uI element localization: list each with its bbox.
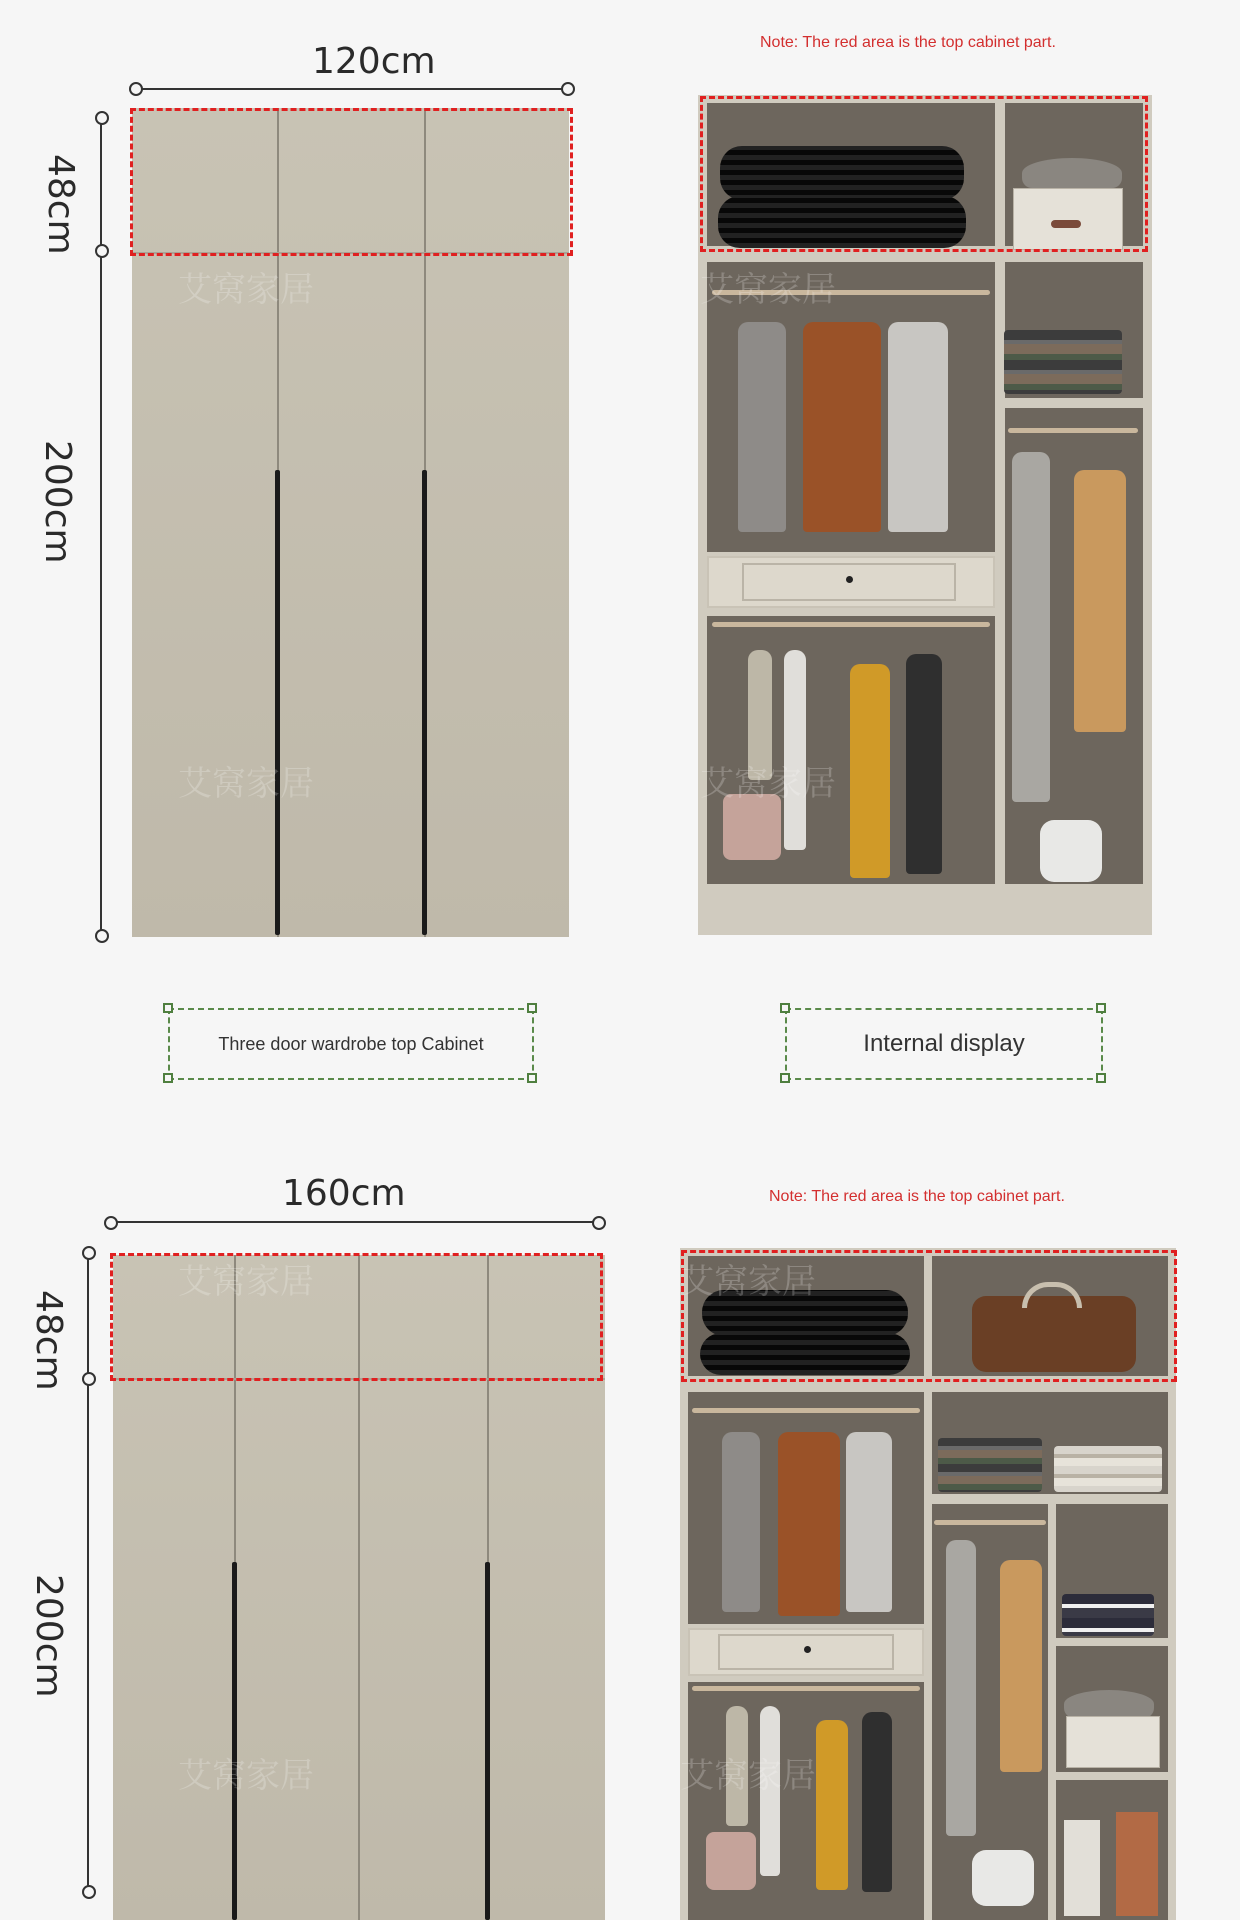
watermark: 艾窝家居 — [700, 764, 836, 804]
folded-clothes — [1004, 330, 1122, 394]
hat — [1064, 1690, 1154, 1718]
door-handle — [232, 1562, 237, 1920]
dimension-endpoint — [82, 1372, 96, 1386]
dimension-endpoint — [561, 82, 575, 96]
folded-clothes — [938, 1438, 1042, 1492]
hanging-jumpsuit — [946, 1540, 976, 1836]
door-handle — [275, 470, 280, 935]
hanging-dress — [1074, 470, 1126, 732]
hanging-rod — [934, 1520, 1046, 1525]
width-dimension-line-1 — [135, 88, 567, 90]
width-dimension-line-2 — [110, 1221, 598, 1223]
dimension-endpoint — [95, 244, 109, 258]
storage-box — [1066, 1716, 1160, 1768]
height-dimension-line-1 — [100, 117, 102, 935]
top-cabinet-note: Note: The red area is the top cabinet part. — [769, 1188, 1065, 1205]
drawer-lock-icon — [804, 1646, 811, 1653]
watermark: 艾窝家居 — [700, 270, 836, 310]
dimension-endpoint — [592, 1216, 606, 1230]
hanging-rod — [1008, 428, 1138, 433]
dimension-endpoint — [82, 1246, 96, 1260]
caption-text: Internal display — [863, 1030, 1025, 1057]
caption-corner-handle — [527, 1073, 537, 1083]
caption-text: Three door wardrobe top Cabinet — [218, 1033, 484, 1054]
watermark: 艾窝家居 — [178, 1262, 314, 1302]
caption-corner-handle — [780, 1003, 790, 1013]
hanging-coat-white — [846, 1432, 892, 1612]
caption-internal-display — [785, 1008, 1103, 1080]
door-handle — [485, 1562, 490, 1920]
caption-corner-handle — [527, 1003, 537, 1013]
watermark: 艾窝家居 — [178, 270, 314, 310]
watermark: 艾窝家居 — [680, 1756, 816, 1796]
width-label: 120cm — [312, 41, 436, 82]
dimension-endpoint — [129, 82, 143, 96]
hanging-rod — [712, 622, 990, 627]
hanging-rod — [692, 1408, 920, 1413]
watermark: 艾窝家居 — [680, 1262, 816, 1302]
hanging-dress — [1000, 1560, 1042, 1772]
hanging-coat-brown — [778, 1432, 840, 1616]
top-cabinet-note: Note: The red area is the top cabinet part. — [760, 34, 1056, 51]
sneakers — [972, 1850, 1034, 1906]
width-label: 160cm — [282, 1173, 406, 1214]
dimension-endpoint — [95, 929, 109, 943]
hanging-coat-brown — [803, 322, 881, 532]
dimension-endpoint — [104, 1216, 118, 1230]
shopping-bag — [1116, 1812, 1158, 1916]
folded-clothes — [1062, 1594, 1154, 1636]
sneakers — [1040, 820, 1102, 882]
door-handle — [422, 470, 427, 935]
folded-clothes — [1054, 1446, 1162, 1492]
top-height-label: 48cm — [40, 154, 81, 255]
hanging-cardigan-yellow — [850, 664, 890, 878]
hanging-cardigan-yellow — [816, 1720, 848, 1890]
hanging-coat-white — [888, 322, 948, 532]
caption-three-door-top-cabinet — [168, 1008, 534, 1080]
hanging-rod — [692, 1686, 920, 1691]
top-cabinet-highlight — [130, 108, 573, 256]
watermark: 艾窝家居 — [178, 1756, 314, 1796]
dimension-endpoint — [82, 1885, 96, 1899]
watermark: 艾窝家居 — [178, 764, 314, 804]
body-height-label: 200cm — [28, 1574, 69, 1698]
dimension-endpoint — [95, 111, 109, 125]
handbag — [706, 1832, 756, 1890]
hanging-coat-grey — [722, 1432, 760, 1612]
shopping-bag — [1064, 1820, 1100, 1916]
top-cabinet-highlight — [700, 96, 1148, 252]
drawer-lock-icon — [846, 576, 853, 583]
height-dimension-line-2 — [87, 1251, 89, 1891]
hanging-jumpsuit — [1012, 452, 1050, 802]
hanging-coat-grey — [738, 322, 786, 532]
caption-corner-handle — [163, 1073, 173, 1083]
hanging-jacket-black — [862, 1712, 892, 1892]
caption-corner-handle — [1096, 1003, 1106, 1013]
caption-corner-handle — [1096, 1073, 1106, 1083]
caption-corner-handle — [163, 1003, 173, 1013]
top-height-label: 48cm — [28, 1290, 69, 1391]
hanging-top-white — [784, 650, 806, 850]
hanging-jacket-black — [906, 654, 942, 874]
caption-corner-handle — [780, 1073, 790, 1083]
body-height-label: 200cm — [37, 440, 78, 564]
